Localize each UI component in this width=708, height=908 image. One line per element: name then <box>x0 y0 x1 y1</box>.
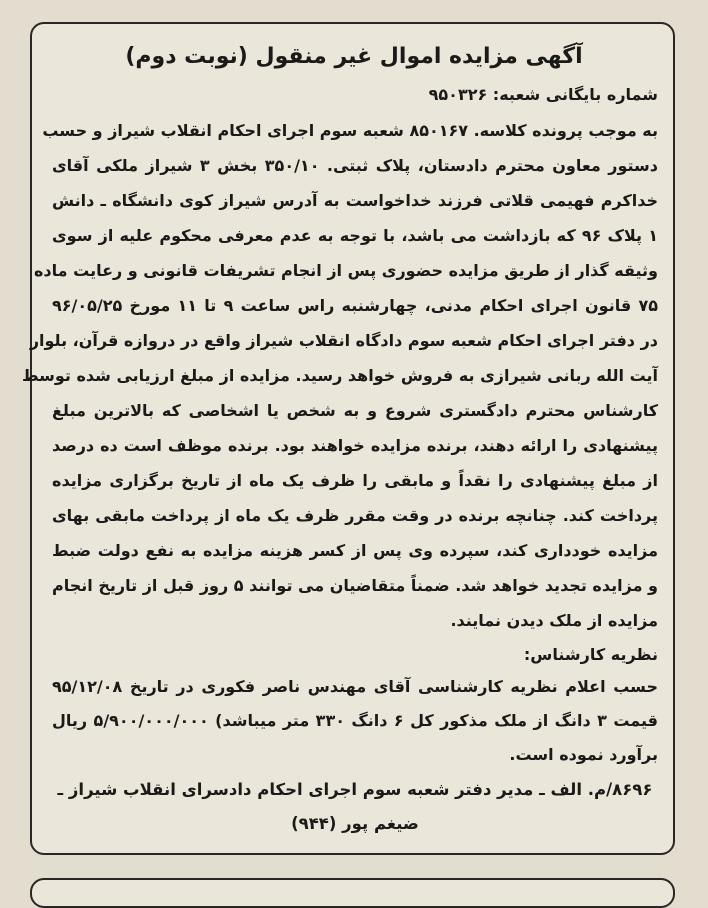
body-line: کارشناس محترم دادگستری شروع و به شخص یا اشخاصی که بالاترین مبلغ <box>52 401 658 420</box>
body-line: پرداخت کند. چنانچه برنده در وقت مقرر ظرف یک ماه از پرداخت مابقی بهای <box>52 506 658 525</box>
body-line: ۱ پلاک ۹۶ که بازداشت می باشد، با توجه به عدم معرفی محکوم علیه از سوی <box>52 226 658 245</box>
body-line: پیشنهادی را ارائه دهند، برنده مزایده خواهند بود. برنده موظف است ده درصد <box>52 436 658 455</box>
body-line: مزایده خودداری کند، سپرده وی پس از کسر هزینه مزایده به نفع دولت ضبط <box>52 541 658 560</box>
signature-line: ۸۶۹۶/م. الف ـ مدیر دفتر شعبه سوم اجرای احکام دادسرای انقلاب شیراز ـ <box>57 780 653 799</box>
body-line: ۷۵ قانون اجرای احکام مدنی، چهارشنبه راس ساعت ۹ تا ۱۱ مورخ ۹۶/۰۵/۲۵ <box>52 296 659 315</box>
next-notice-frame <box>30 878 675 908</box>
body-line: از مبلغ پیشنهادی را نقداً و مابقی را ظرف یک ماه از تاریخ برگزاری مزایده <box>52 471 658 490</box>
expert-line: حسب اعلام نظریه کارشناسی آقای مهندس ناصر فکوری در تاریخ ۹۵/۱۲/۰۸ <box>52 677 658 696</box>
body-line: وثیقه گذار از طریق مزایده حضوری پس از انجام تشریفات قانونی و رعایت ماده <box>33 261 658 280</box>
expert-line: برآورد نموده است. <box>509 745 658 764</box>
body-line: به موجب پرونده کلاسه. ۸۵۰۱۶۷ شعبه سوم اجرای احکام انقلاب شیراز و حسب <box>42 121 658 140</box>
body-line: خداکرم فهیمی قلاتی فرزند خداخواست به آدرس شیراز کوی دانشگاه ـ دانش <box>52 191 658 210</box>
body-line: مزایده از ملک دیدن نمایند. <box>450 611 658 630</box>
signature-name: ضیغم پور (۹۴۴) <box>291 814 419 833</box>
body-line: در دفتر اجرای احکام شعبه سوم دادگاه انقلاب شیراز واقع در دروازه قرآن، بلوار <box>29 331 658 350</box>
notice-title: آگهی مزایده اموال غیر منقول (نوبت دوم) <box>125 44 583 69</box>
expert-heading: نظریه کارشناس: <box>523 645 658 664</box>
expert-line: قیمت ۳ دانگ از ملک مذکور کل ۶ دانگ ۳۳۰ متر میباشد) ۵/۹۰۰/۰۰۰/۰۰۰ ریال <box>52 711 659 730</box>
body-line: و مزایده تجدید خواهد شد. ضمناً متقاضیان می توانند ۵ روز قبل از تاریخ انجام <box>52 576 659 595</box>
archive-number: شماره بایگانی شعبه: ۹۵۰۳۲۶ <box>428 85 658 104</box>
body-line: آیت الله ربانی شیرازی به فروش خواهد رسید. مزایده از مبلغ ارزیابی شده توسط <box>22 366 658 385</box>
body-line: دستور معاون محترم دادستان، پلاک ثبتی. ۳۵۰/۱۰ بخش ۳ شیراز ملکی آقای <box>52 156 659 175</box>
